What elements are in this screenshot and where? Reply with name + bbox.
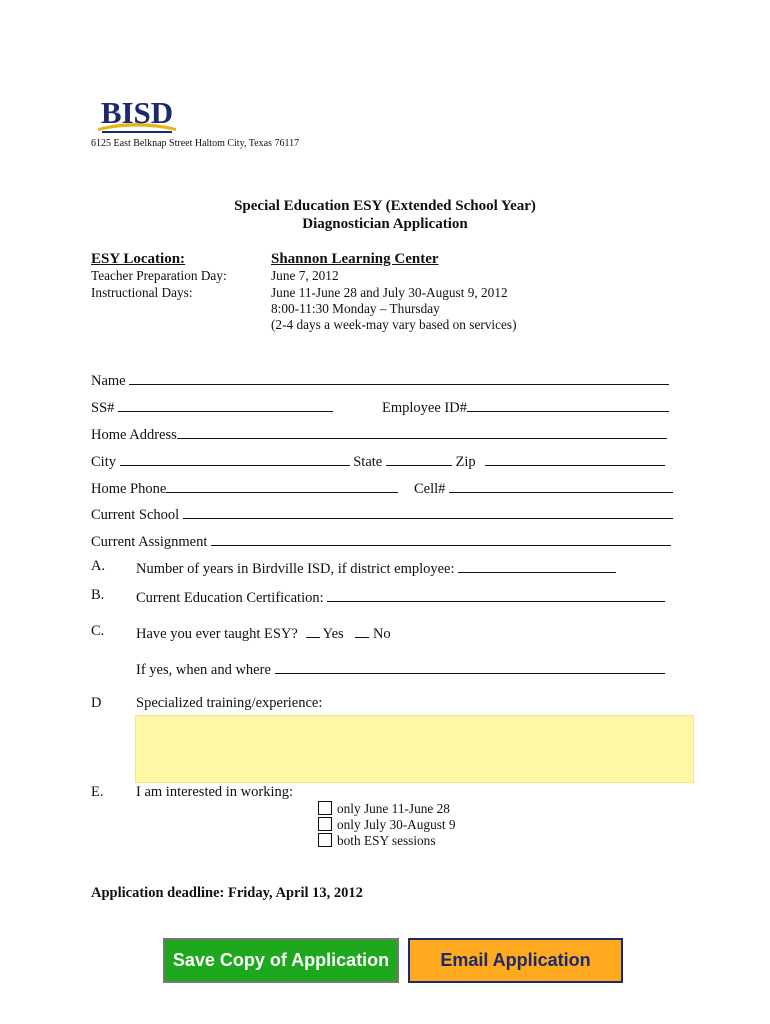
instructional-hours: 8:00-11:30 Monday – Thursday: [271, 301, 440, 316]
question-a: [136, 558, 616, 578]
instructional-days-label: Instructional Days:: [91, 285, 193, 300]
name-label: Name: [91, 373, 126, 389]
esy-no-label: No: [372, 626, 391, 642]
option-july[interactable]: [318, 817, 456, 833]
home-address-field[interactable]: [177, 424, 667, 439]
current-assignment-row: [91, 531, 671, 551]
question-a-letter: A.: [91, 558, 106, 574]
prep-day-label: Teacher Preparation Day:: [91, 268, 227, 283]
zip-label: Zip: [455, 454, 476, 470]
question-b: [136, 587, 665, 607]
home-address-row: [91, 424, 667, 444]
home-phone-field[interactable]: [166, 478, 398, 493]
question-c-text: Have you ever taught ESY?: [136, 626, 298, 642]
employee-id-field[interactable]: [467, 397, 669, 412]
when-where-label: If yes, when and where: [136, 662, 271, 678]
esy-location-label: ESY Location:: [91, 251, 186, 267]
question-e-text: I am interested in working:: [136, 784, 294, 800]
option-both[interactable]: [318, 833, 456, 849]
question-e-letter: E.: [91, 784, 104, 800]
question-b-letter: B.: [91, 587, 105, 603]
checkbox-june[interactable]: [318, 801, 332, 815]
training-experience-field[interactable]: [135, 715, 694, 783]
current-school-field[interactable]: [183, 504, 673, 519]
esy-yes-field[interactable]: [306, 623, 320, 638]
cell-row: [414, 478, 673, 498]
cell-field[interactable]: [449, 478, 673, 493]
option-both-label: both ESY sessions: [337, 833, 436, 848]
name-field[interactable]: [129, 370, 669, 385]
cell-label: Cell#: [414, 481, 446, 497]
certification-field[interactable]: [327, 587, 665, 602]
checkbox-both[interactable]: [318, 833, 332, 847]
email-application-button[interactable]: Email Application: [408, 938, 623, 983]
question-c-followup: [136, 659, 665, 679]
zip-field[interactable]: [485, 451, 665, 466]
city-row: [91, 451, 665, 471]
when-where-field[interactable]: [275, 659, 665, 674]
instructional-days-value: June 11-June 28 and July 30-August 9, 2012: [271, 285, 508, 300]
prep-day-value: June 7, 2012: [271, 268, 339, 283]
current-assignment-label: Current Assignment: [91, 534, 208, 550]
home-address-label: Home Address: [91, 427, 177, 443]
esy-no-field[interactable]: [355, 623, 369, 638]
state-field[interactable]: [386, 451, 452, 466]
question-d-letter: D: [91, 695, 102, 711]
name-row: [91, 370, 669, 390]
ss-label: SS#: [91, 400, 115, 416]
current-school-row: [91, 504, 673, 524]
home-phone-label: Home Phone: [91, 481, 167, 497]
employee-id-row: [382, 397, 669, 417]
form-subtitle: Diagnostician Application: [302, 216, 468, 232]
application-deadline: Application deadline: Friday, April 13, 2012: [91, 885, 363, 901]
city-label: City: [91, 454, 116, 470]
session-options: [318, 801, 456, 849]
question-a-text: Number of years in Birdville ISD, if district employee:: [136, 561, 455, 577]
save-copy-button[interactable]: Save Copy of Application: [163, 938, 399, 983]
form-title: Special Education ESY (Extended School Year): [234, 198, 536, 214]
question-c: [136, 623, 391, 643]
bisd-logo: [94, 96, 180, 136]
ss-field[interactable]: [118, 397, 333, 412]
logo-letters: BISD: [100, 96, 174, 130]
esy-yes-label: Yes: [322, 626, 344, 642]
question-b-text: Current Education Certification:: [136, 590, 324, 606]
city-field[interactable]: [120, 451, 350, 466]
checkbox-july[interactable]: [318, 817, 332, 831]
state-label: State: [353, 454, 383, 470]
esy-location-value: Shannon Learning Center: [271, 251, 439, 267]
current-school-label: Current School: [91, 507, 180, 523]
ss-row: [91, 397, 333, 417]
years-field[interactable]: [458, 558, 616, 573]
question-c-letter: C.: [91, 623, 105, 639]
question-d-text: Specialized training/experience:: [136, 695, 323, 711]
option-june[interactable]: [318, 801, 456, 817]
instructional-note: (2-4 days a week-may vary based on services): [271, 317, 517, 332]
employee-id-label: Employee ID#: [382, 400, 467, 416]
current-assignment-field[interactable]: [211, 531, 671, 546]
option-july-label: only July 30-August 9: [337, 817, 456, 832]
school-address: 6125 East Belknap Street Haltom City, Texas 76117: [91, 138, 300, 149]
home-phone-row: [91, 478, 398, 498]
option-june-label: only June 11-June 28: [337, 801, 450, 816]
